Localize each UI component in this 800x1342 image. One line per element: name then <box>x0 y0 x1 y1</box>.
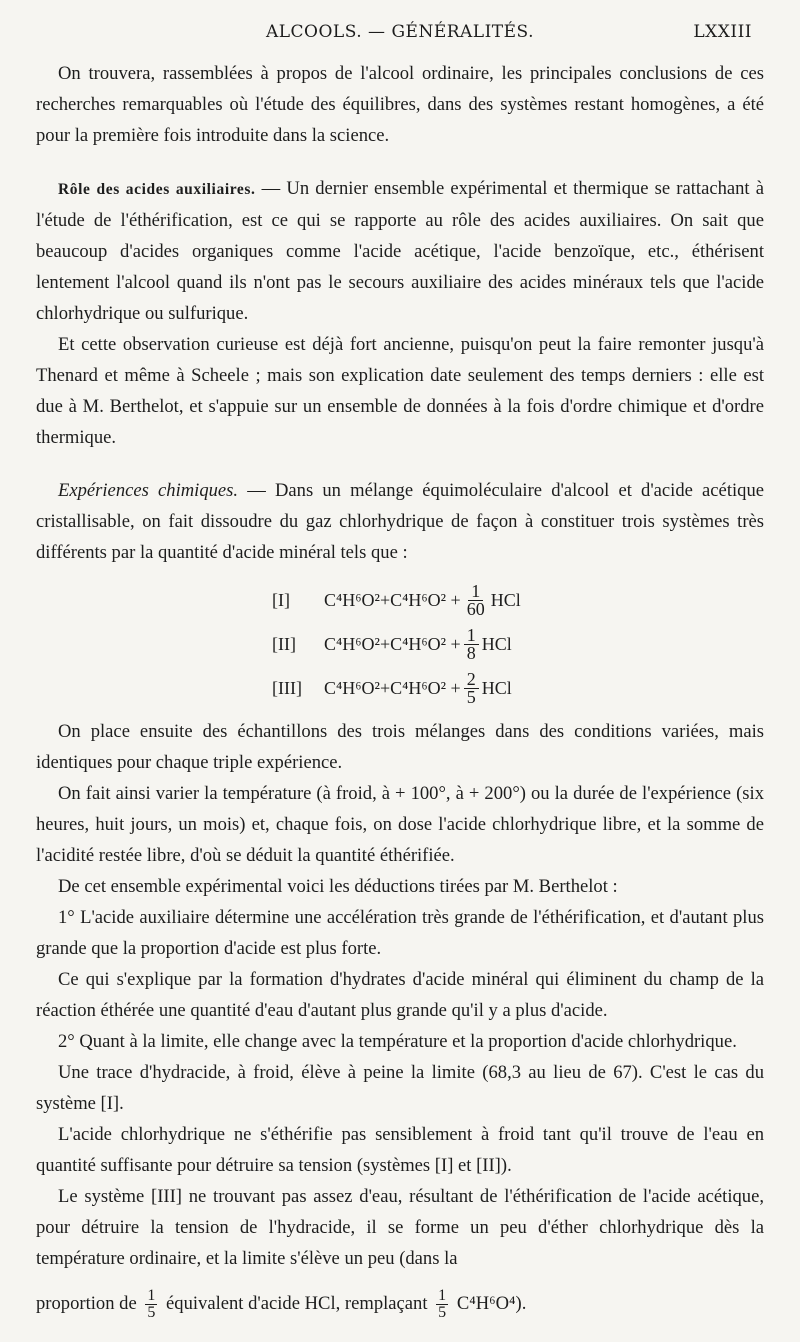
formula-expression: C⁴H⁶O²+C⁴H⁶O² + <box>324 677 461 698</box>
formula-tail: HCl <box>481 633 512 654</box>
rubric-acides-auxiliaires: Rôle des acides auxiliaires. <box>58 181 256 198</box>
formula-line <box>272 622 764 666</box>
fraction-numerator: 1 <box>468 583 483 601</box>
fraction-numerator: 1 <box>147 1287 156 1305</box>
paragraph-1: On trouvera, rassemblées à propos de l'alcool ordinaire, les principales conclusions de ces recherches remarquables où l'étude des équilibres, dans des systèmes restant homogènes, a été pour la première fois introduite dans la science. <box>36 63 764 146</box>
paragraph-6: On fait ainsi varier la température (à froid, à + 100°, à + 200°) ou la durée de l'expérience (six heures, huit jours, un mois) et, chaque fois, on dose l'acide chlorhydrique libre, et la somme de l'acidité restée libre, d'où se déduit la quantité éthérifiée. <box>36 783 764 866</box>
fraction-numerator: 1 <box>438 1287 447 1305</box>
formula-label: [II] <box>272 633 296 654</box>
paragraph-8: 1° L'acide auxiliaire détermine une accélération très grande de l'éthérification, et d'autant plus grande que la proportion d'acide est plus forte. <box>36 907 764 959</box>
paragraph-4-text: — Dans un mélange équimoléculaire d'alcool et d'acide acétique cristallisable, on fait dissoudre du gaz chlorhydrique de façon à constituer trois systèmes très différents par la quantité d'acide minéral tels que : <box>36 480 764 563</box>
paragraph-2 <box>36 173 764 329</box>
page-number: LXXIII <box>693 22 752 42</box>
running-header <box>0 22 800 46</box>
rubric-experiences-chimiques: Expériences chimiques. <box>58 480 239 501</box>
paragraph-11: Une trace d'hydracide, à froid, élève à peine la limite (68,3 au lieu de 67). C'est le cas du système [I]. <box>36 1062 764 1114</box>
inline-fraction <box>145 1288 157 1321</box>
formula-label: [III] <box>272 677 302 698</box>
page-body <box>36 58 764 1321</box>
formula-fraction <box>464 624 479 663</box>
formula-line <box>272 578 764 622</box>
fraction-numerator: 1 <box>464 627 479 645</box>
formula-label: [I] <box>272 589 290 610</box>
paragraph-14 <box>36 1288 764 1321</box>
paragraph-3: Et cette observation curieuse est déjà fort ancienne, puisqu'on peut la faire remonter jusqu'à Thenard et même à Scheele ; mais son explication date seulement des temps derniers : elle est due à M. Berthelot, et s'appuie sur un ensemble de données à la fois d'ordre chimique et d'ordre thermique. <box>36 334 764 448</box>
running-title: ALCOOLS. — GÉNÉRALITÉS. <box>265 22 535 42</box>
formula-fraction <box>464 668 479 707</box>
paragraph-13: Le système [III] ne trouvant pas assez d'eau, résultant de l'éthérification de l'acide acétique, pour détruire la tension de l'hydracide, il se forme un peu d'éther chlorhydrique dès la température ordinaire, et la limite s'élève un peu (dans la <box>36 1186 764 1269</box>
paragraph-10: 2° Quant à la limite, elle change avec la température et la proportion d'acide chlorhydrique. <box>58 1031 737 1052</box>
inline-fraction <box>436 1288 448 1321</box>
paragraph-9: Ce qui s'explique par la formation d'hydrates d'acide minéral qui éliminent du champ de la réaction éthérée une quantité d'eau d'autant plus grande qu'il y a plus d'acide. <box>36 969 764 1021</box>
formula-fraction <box>464 580 488 619</box>
paragraph-12: L'acide chlorhydrique ne s'éthérifie pas sensiblement à froid tant qu'il trouve de l'eau en quantité suffisante pour détruire sa tension (systèmes [I] et [II]). <box>36 1124 764 1176</box>
paragraph-5: On place ensuite des échantillons des trois mélanges dans des conditions variées, mais identiques pour chaque triple expérience. <box>36 721 764 773</box>
fraction-denominator: 5 <box>438 1304 447 1322</box>
fraction-denominator: 60 <box>466 598 485 619</box>
paragraph-14-c: C⁴H⁶O⁴). <box>456 1293 527 1314</box>
formula-block <box>272 578 764 710</box>
formula-tail: HCl <box>481 677 512 698</box>
paragraph-14-a: proportion de <box>36 1293 137 1314</box>
formula-expression: C⁴H⁶O²+C⁴H⁶O² + <box>324 589 461 610</box>
formula-expression: C⁴H⁶O²+C⁴H⁶O² + <box>324 633 461 654</box>
fraction-denominator: 5 <box>466 686 476 707</box>
fraction-denominator: 8 <box>466 642 476 663</box>
paragraph-7: De cet ensemble expérimental voici les déductions tirées par M. Berthelot : <box>58 876 618 897</box>
fraction-denominator: 5 <box>147 1304 156 1322</box>
formula-tail: HCl <box>490 589 521 610</box>
paragraph-2-text: — Un dernier ensemble expérimental et thermique se rattachant à l'étude de l'éthérification, est ce qui se rapporte au rôle des acides auxiliaires. On sait que beaucoup d'acides organiques comme l'acide acétique, l'acide benzoïque, etc., éthérisent lentement l'alcool quand ils n'ont pas le secours auxiliaire des acides minéraux tels que l'acide chlorhydrique ou sulfurique. <box>36 178 764 324</box>
formula-line <box>272 666 764 710</box>
paragraph-14-b: équivalent d'acide HCl, remplaçant <box>166 1293 428 1314</box>
paragraph-4 <box>36 475 764 568</box>
fraction-numerator: 2 <box>464 671 479 689</box>
